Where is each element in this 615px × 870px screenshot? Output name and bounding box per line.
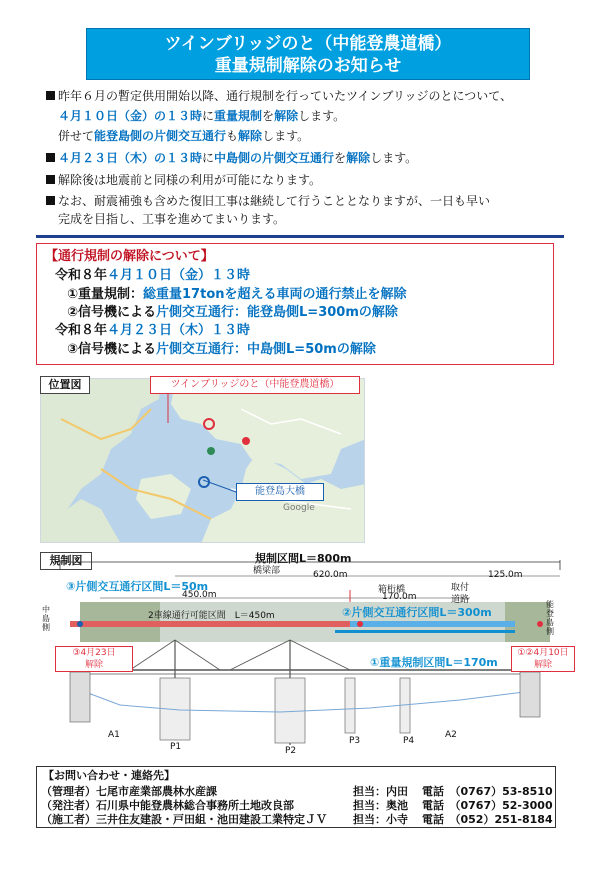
contact-heading: 【お問い合わせ・連絡先】 xyxy=(43,769,175,782)
contact-row: （施工者）三井住友建設・戸田組・池田建設工業特定ＪＶ xyxy=(41,813,327,826)
pier-a2: A2 xyxy=(445,730,457,740)
release-info-box xyxy=(36,243,554,365)
contact-row: （管理者）七尾市産業部農林水産課 xyxy=(41,785,217,798)
contact-person: 担当：内田 xyxy=(353,785,408,798)
title-line1: ツインブリッジのと（中能登農道橋） xyxy=(164,34,452,54)
dim-620: 620.0m xyxy=(313,570,348,580)
section-1-label: ①重量規制区間L＝170m xyxy=(370,656,498,669)
total-regulation-length: 規制区間L＝800m xyxy=(255,552,352,565)
right-side-label: 能登島側 xyxy=(546,600,554,636)
section-3-label: ③片側交互通行区間L＝50m xyxy=(66,580,209,593)
contact-tel: 電話 （052）251-8184 xyxy=(422,813,553,826)
contact-person: 担当：小寺 xyxy=(353,813,408,826)
dim-hakogeta: 箱桁橋 xyxy=(378,585,406,595)
pier-a1: A1 xyxy=(108,730,120,740)
title-line2: 重量規制解除のお知らせ xyxy=(214,56,402,76)
callout-leader-line xyxy=(150,393,220,428)
info-item1: ①重量規制：総重量17tonを超える車両の通行禁止を解除 xyxy=(67,287,407,302)
release-date-right: ①②4月10日 解除 xyxy=(511,646,575,672)
lane-note: 2車線通行可能区間 L＝450m xyxy=(148,611,275,621)
left-side-label: 中島側 xyxy=(42,605,50,632)
dim-125: 125.0m xyxy=(488,570,523,580)
contact-box xyxy=(36,766,556,828)
dim-450: 450.0m xyxy=(182,590,217,600)
info-heading: 【通行規制の解除について】 xyxy=(45,249,214,264)
bullet-1: 昨年６月の暫定供用開始以降、通行規制を行っていたツインブリッジのとについて、 xyxy=(46,88,512,105)
info-item2: ②信号機による片側交互通行：能登島側L=300mの解除 xyxy=(67,305,398,320)
pier-p4: P4 xyxy=(403,736,415,746)
bullet-square-icon xyxy=(46,175,55,184)
release-date-left: ③4月23日 解除 xyxy=(55,646,133,672)
dim-toritsuke: 取付 xyxy=(451,583,470,593)
info-item3: ③信号機による片側交互通行：中島側L=50mの解除 xyxy=(67,342,376,357)
contact-tel: 電話 （0767）53-8510 xyxy=(422,785,553,798)
divider xyxy=(36,235,564,238)
bullet-1b: 併せて能登島側の片側交互通行も解除します。 xyxy=(58,129,310,143)
bridge-leader-line xyxy=(200,478,240,498)
bullet-square-icon xyxy=(46,153,55,162)
map-attribution: Google xyxy=(283,503,315,513)
bullet-2: ４月２３日（木）の１３時に中島側の片側交互通行を解除します。 xyxy=(46,150,417,167)
bridge-callout: ツインブリッジのと（中能登農道橋） xyxy=(150,376,360,394)
pier-p1: P1 xyxy=(170,742,182,752)
contact-tel: 電話 （0767）52-3000 xyxy=(422,799,553,812)
contact-person: 担当：奥池 xyxy=(353,799,408,812)
bullet-4b: 完成を目指し、工事を進めてまいります。 xyxy=(58,212,286,226)
bullet-square-icon xyxy=(46,196,55,205)
dim-170: 170.0m xyxy=(382,592,417,602)
title-box xyxy=(86,28,530,80)
bullet-1a: ４月１０日（金）の１３時に重量規制を解除します。 xyxy=(58,109,346,123)
bullet-4: なお、耐震補強も含めた復旧工事は継続して行うこととなりますが、一日も早い xyxy=(46,193,490,210)
contact-row: （発注者）石川県中能登農林総合事務所土地改良部 xyxy=(41,799,294,812)
info-date2: 令和８年４月２３日（木）１３時 xyxy=(55,323,251,338)
info-date1: 令和８年４月１０日（金）１３時 xyxy=(55,268,251,283)
pier-p3: P3 xyxy=(349,736,361,746)
dim-kyouryo: 橋梁部 xyxy=(253,566,281,576)
section-2-label: ②片側交互通行区間L＝300m xyxy=(342,606,492,619)
bullet-square-icon xyxy=(46,91,55,100)
map-label: 位置図 xyxy=(40,376,90,394)
dim-douro: 道路 xyxy=(451,595,470,605)
bullet-3: 解除後は地震前と同様の利用が可能になります。 xyxy=(46,172,321,189)
notojima-bridge-label: 能登島大橋 xyxy=(236,483,324,501)
regulation-label: 規制図 xyxy=(40,552,92,570)
pier-p2: P2 xyxy=(285,746,297,756)
